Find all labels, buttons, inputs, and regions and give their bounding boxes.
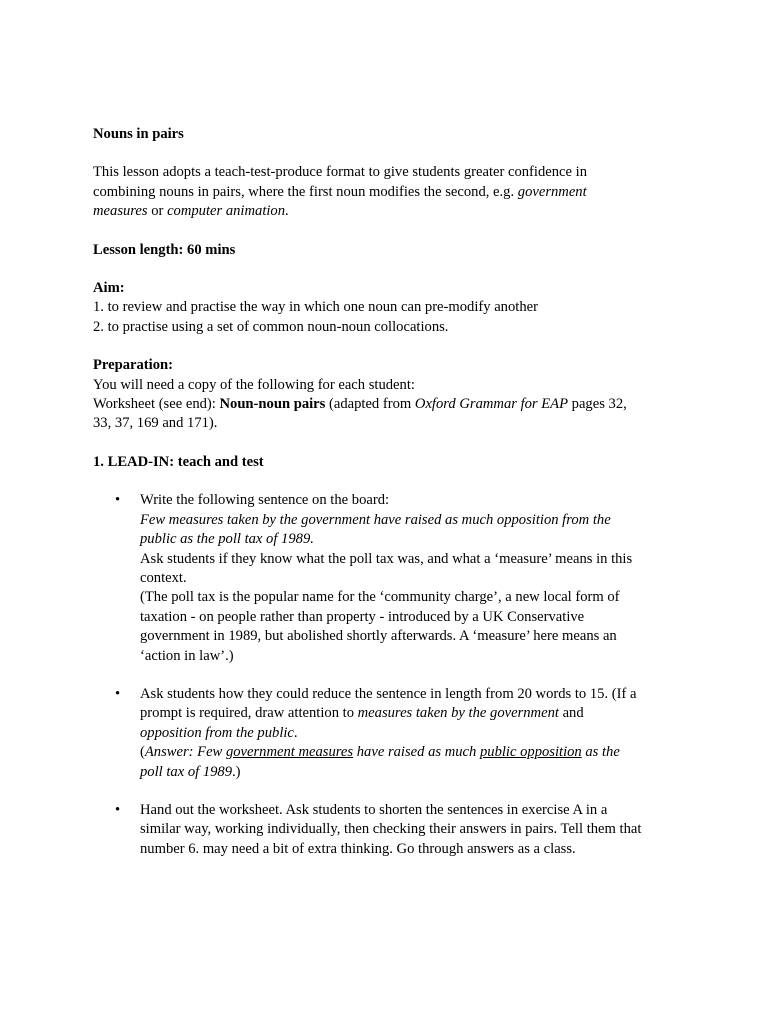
b2-line-3: [140, 724, 683, 743]
b2-line-1: Ask students how they could reduce the sentence in length from 20 words to 15. (If a: [140, 685, 637, 702]
b1-line-6: (The poll tax is the popular name for the ‘community charge’, a new local form of: [140, 589, 620, 606]
book-title: Oxford Grammar for EAP: [414, 396, 568, 413]
preparation-heading: Preparation:: [93, 357, 173, 374]
list-item: [93, 801, 683, 859]
b1-line-2: Few measures taken by the government have raised as much opposition from the: [140, 511, 611, 528]
intro-or: or: [147, 203, 168, 220]
intro-period: .: [285, 203, 289, 220]
preparation-line-1: You will need a copy of the following for each student:: [93, 376, 415, 393]
b2-line-4: [140, 743, 683, 762]
b2-answer-public-opposition: public opposition: [479, 744, 582, 761]
aim-item-1: 1. to review and practise the way in which one noun can pre-modify another: [93, 299, 538, 316]
intro-paragraph: [93, 163, 683, 221]
example-measures: measures: [93, 203, 148, 220]
list-item: [93, 685, 683, 782]
b2-answer-label: Answer: [144, 744, 189, 761]
list-gap: [93, 666, 683, 685]
b2-answer-government-measures: government measures: [225, 744, 354, 761]
bullet-icon: •: [115, 492, 121, 509]
b2-line-5: [140, 763, 683, 782]
b1-line-8: government in 1989, but abolished shortly afterwards. A ‘measure’ here means an: [140, 628, 617, 645]
list-item: [93, 491, 683, 666]
example-computer-animation: computer animation: [167, 203, 286, 220]
b2-and: and: [558, 705, 584, 722]
b1-line-3: public as the poll tax of 1989.: [140, 531, 314, 548]
section-1-list: [93, 491, 683, 859]
intro-line-1: This lesson adopts a teach-test-produce format to give students greater confidence in: [93, 164, 587, 181]
b1-line-4: Ask students if they know what the poll tax was, and what a ‘measure’ means in this: [140, 550, 633, 567]
b1-line-1: Write the following sentence on the board:: [140, 492, 390, 509]
worksheet-text: Worksheet (see end):: [93, 396, 220, 413]
pages-text: pages 32,: [568, 396, 627, 413]
preparation-line-2: [93, 395, 683, 414]
lesson-length: Lesson length: 60 mins: [93, 241, 236, 258]
preparation-line-3: 33, 37, 169 and 171).: [93, 415, 218, 432]
list-gap: [93, 782, 683, 801]
b2-paren: (: [140, 744, 145, 761]
document-page: [93, 125, 683, 859]
b1-line-9: ‘action in law’.): [140, 647, 234, 664]
b2-answer-as-the: as the: [581, 744, 620, 761]
b2-answer-text: : Few: [188, 744, 226, 761]
b2-answer-middle: have raised as much: [353, 744, 480, 761]
b3-line-2: similar way, working individually, then checking their answers in pairs. Tell them that: [140, 821, 642, 838]
b2-line-2: [140, 704, 683, 723]
worksheet-title: Noun-noun pairs: [219, 396, 326, 413]
section-1-heading: 1. LEAD-IN: teach and test: [93, 453, 264, 470]
b2-period: .: [293, 724, 298, 741]
b2-phrase-measures: measures taken by the government: [357, 705, 559, 722]
intro-text: combining nouns in pairs, where the first noun modifies the second, e.g.: [93, 183, 518, 200]
aim-heading: Aim:: [93, 280, 125, 297]
intro-line-2: [93, 183, 683, 202]
example-government: government: [517, 183, 587, 200]
b3-line-3: number 6. may need a bit of extra thinking. Go through answers as a class.: [140, 840, 576, 857]
b2-text: prompt is required, draw attention to: [140, 705, 358, 722]
adapted-text: (adapted from: [325, 396, 415, 413]
bullet-icon: •: [115, 685, 121, 702]
b2-answer-poll-tax: poll tax of 1989: [140, 763, 233, 780]
b2-phrase-opposition: opposition from the public: [140, 724, 294, 741]
aim-item-2: 2. to practise using a set of common noun-noun collocations.: [93, 318, 449, 335]
b1-line-7: taxation - on people rather than property - introduced by a UK Conservative: [140, 608, 585, 625]
b1-line-5: context.: [140, 569, 187, 586]
intro-line-3: [93, 202, 683, 221]
b3-line-1: Hand out the worksheet. Ask students to shorten the sentences in exercise A in a: [140, 801, 608, 818]
document-title: Nouns in pairs: [93, 126, 184, 142]
b2-close-paren: .): [232, 763, 241, 780]
bullet-icon: •: [115, 801, 121, 818]
